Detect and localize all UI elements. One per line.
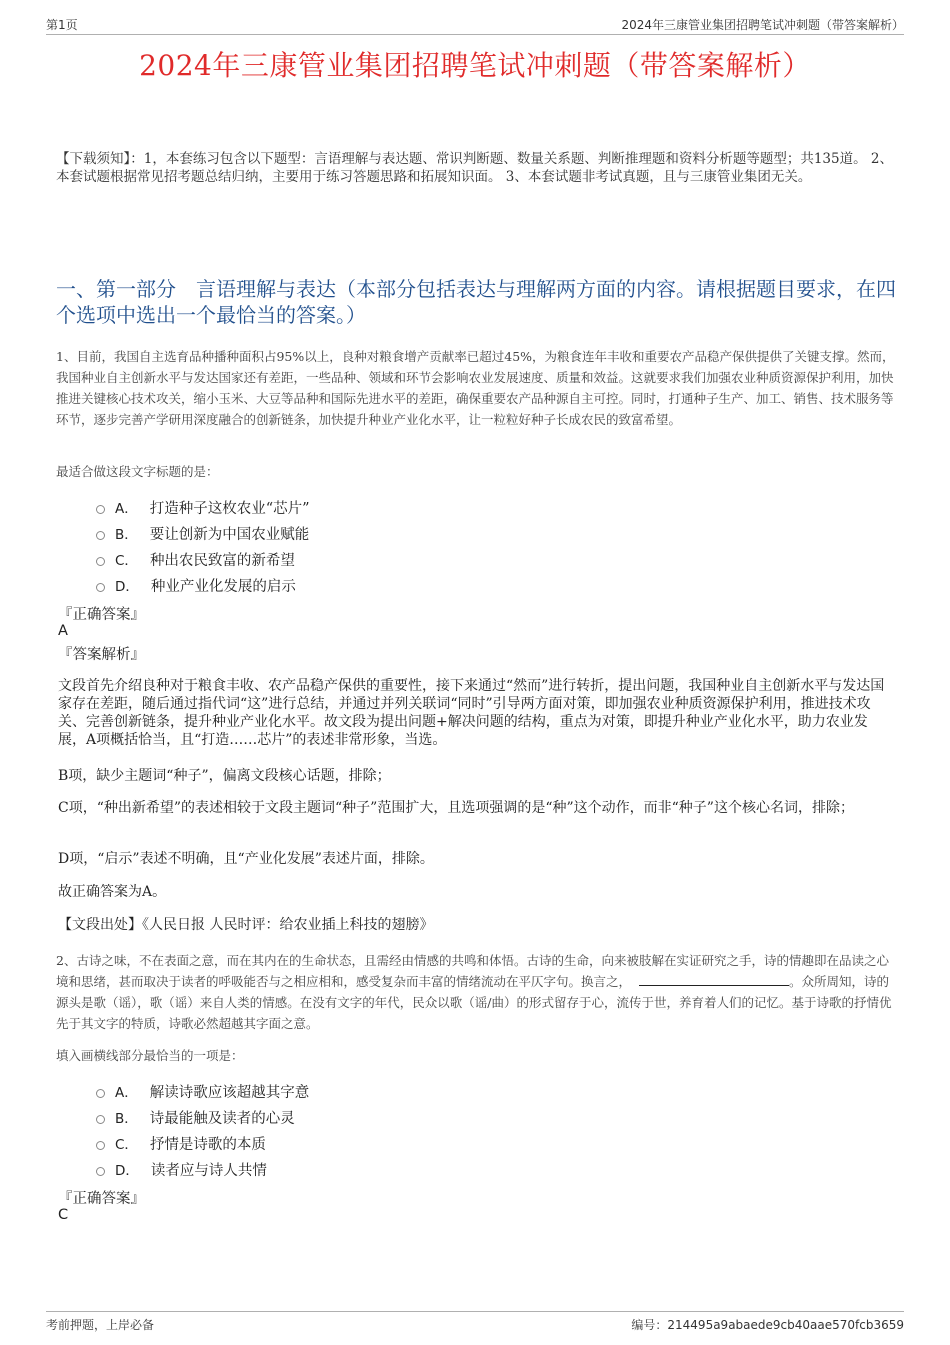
radio-icon[interactable] — [96, 1167, 105, 1176]
analysis-paragraph: D项，“启示”表述不明确，且“产业化发展”表述片面，排除。 — [58, 851, 434, 867]
question-1-options — [96, 494, 310, 598]
analysis-paragraph: B项，缺少主题词“种子”，偏离文段核心话题，排除； — [58, 768, 391, 784]
radio-icon[interactable] — [96, 1115, 105, 1124]
radio-icon[interactable] — [96, 557, 105, 566]
header-doc-title: 2024年三康管业集团招聘笔试冲刺题（带答案解析） — [621, 18, 904, 32]
option-d[interactable]: D． 读者应与诗人共情 — [96, 1156, 309, 1182]
answer-label: 『正确答案』 — [58, 607, 145, 623]
radio-icon[interactable] — [96, 505, 105, 514]
question-1-prompt: 最适合做这段文字标题的是： — [56, 464, 219, 479]
question-2-options — [96, 1078, 309, 1182]
radio-icon[interactable] — [96, 531, 105, 540]
option-a[interactable]: A． 解读诗歌应该超越其字意 — [96, 1078, 309, 1104]
source-citation: 【文段出处】《人民日报 人民时评：给农业插上科技的翅膀》 — [58, 917, 434, 933]
page-number: 第1页 — [46, 18, 78, 32]
analysis-paragraph: 文段首先介绍良种对于粮食丰收、农产品稳产保供的重要性，接下来通过“然而”进行转折，提出问题，我国种业自主创新水平与发达国家存在差距，随后通过指代词“这”进行总结，并通过并列关联词“同时”引导两方面对策，即加强农业种质资源保护利用，推进技术攻关、完善创新链条，提升种业产业化水平。故文段为提出问题+解决问题的结构，重点为对策，即提升种业产业化水平，助力农业发展，A项概括恰当，且“打造……芯片”的表述非常形象，当选。 — [58, 678, 885, 748]
download-notice: 【下载须知】：1，本套练习包含以下题型：言语理解与表达题、常识判断题、数量关系题、判断推理题和资料分析题等题型；共135道。 2、本套试题根据常见招考题总结归纳，主要用于练习答题思路和拓展知识面。 3、本套试题非考试真题，且与三康管业集团无关。 — [56, 151, 893, 185]
option-c[interactable]: C． 种出农民致富的新希望 — [96, 546, 310, 572]
analysis-paragraph: C项，“种出新希望”的表述相较于文段主题词“种子”范围扩大，且选项强调的是“种”这个动作，而非“种子”这个核心名词，排除； — [58, 800, 854, 816]
document-id: 编号：214495a9abaede9cb40aae570fcb3659 — [631, 1318, 904, 1332]
option-a[interactable]: A． 打造种子这枚农业“芯片” — [96, 494, 310, 520]
document-title: 2024年三康管业集团招聘笔试冲刺题（带答案解析） — [139, 49, 811, 82]
question-2-text: 2、古诗之味，不在表面之意，而在其内在的生命状态，且需经由情感的共鸣和体悟。古诗的生命，向来被肢解在实证研究之手，诗的情趣即在品读之心境和思绪，甚而取决于读者的呼吸能否与之相应相和，感受复杂而丰富的情绪流动在平仄字句。换言之， 。众所周知，诗的源头是歌（谣），歌（谣）来自人类的情感。在没有文字的年代，民众以歌（谣/曲）的形式留存于心，流传于世，养育着人们的记忆。基于诗歌的抒情优先于其文字的特质，诗歌必然超越其字面之意。 — [56, 953, 892, 1031]
radio-icon[interactable] — [96, 583, 105, 592]
answer-label: 『正确答案』 — [58, 1191, 145, 1207]
analysis-label: 『答案解析』 — [58, 647, 145, 663]
fill-blank — [639, 973, 789, 986]
option-b[interactable]: B． 诗最能触及读者的心灵 — [96, 1104, 309, 1130]
page-header — [46, 14, 904, 35]
page-footer — [46, 1311, 904, 1332]
question-2-prompt: 填入画横线部分最恰当的一项是： — [56, 1048, 244, 1063]
footer-slogan: 考前押题，上岸必备 — [46, 1318, 155, 1332]
option-d[interactable]: D． 种业产业化发展的启示 — [96, 572, 310, 598]
correct-answer: A — [58, 623, 68, 639]
analysis-conclusion: 故正确答案为A。 — [58, 884, 167, 900]
radio-icon[interactable] — [96, 1089, 105, 1098]
question-1-text: 1、目前，我国自主选育品种播种面积占95%以上，良种对粮食增产贡献率已超过45%，为粮食连年丰收和重要农产品稳产保供提供了关键支撑。然而，我国种业自主创新水平与发达国家还有差距，一些品种、领域和环节会影响农业发展速度、质量和效益。这就要求我们加强农业种质资源保护利用，加快推进关键核心技术攻关，缩小玉米、大豆等品种和国际先进水平的差距，确保重要农产品种源自主可控。同时，打通种子生产、加工、销售、技术服务等环节，逐步完善产学研用深度融合的创新链条，加快提升种业产业化水平，让一粒粒好种子长成农民的致富希望。 — [56, 349, 895, 427]
correct-answer: C — [58, 1207, 69, 1223]
option-b[interactable]: B． 要让创新为中国农业赋能 — [96, 520, 310, 546]
radio-icon[interactable] — [96, 1141, 105, 1150]
section-heading: 一、第一部分 言语理解与表达（本部分包括表达与理解两方面的内容。请根据题目要求，在四个选项中选出一个最恰当的答案。） — [56, 277, 896, 327]
option-c[interactable]: C． 抒情是诗歌的本质 — [96, 1130, 309, 1156]
